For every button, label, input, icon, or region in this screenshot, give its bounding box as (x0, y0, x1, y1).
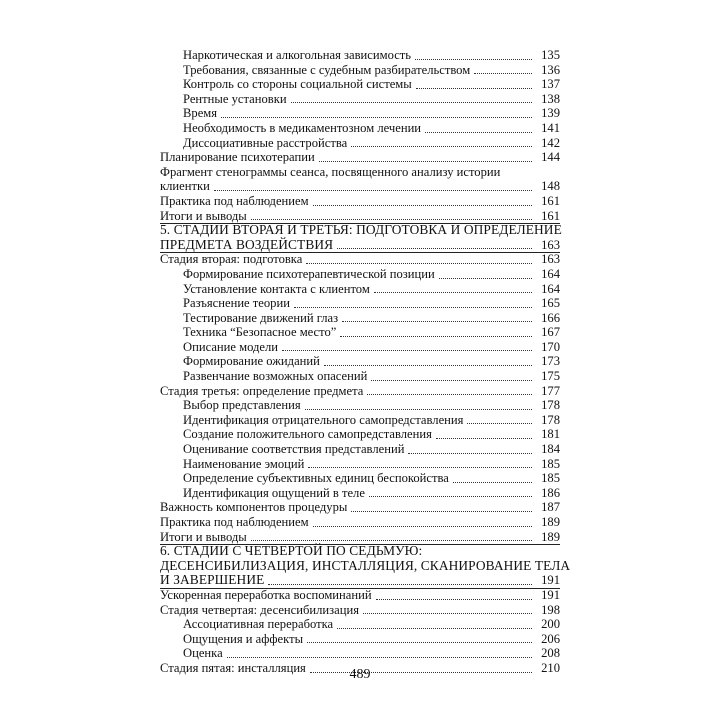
dot-leader (369, 495, 532, 497)
toc-entry-title: Формирование ожиданий (183, 354, 320, 369)
toc-entry-page: 200 (541, 617, 560, 632)
dot-leader (313, 204, 532, 206)
toc-entry-title: Наименование эмоций (183, 456, 305, 471)
toc-section-entry (160, 194, 560, 209)
toc-entry-title: Рентные установки (183, 91, 287, 106)
toc-subsection-entry (160, 106, 560, 121)
toc-entry-page: 177 (541, 383, 560, 398)
dot-leader (282, 349, 532, 351)
dot-leader (305, 408, 532, 410)
dot-leader (251, 218, 532, 220)
toc-entry-title-line: Фрагмент стенограммы сеанса, посвященного анализу истории (160, 164, 501, 179)
chapter-rule-top (160, 544, 560, 545)
toc-subsection-entry (160, 486, 560, 501)
toc-entry-page: 163 (541, 252, 560, 267)
toc-entry-title: Выбор представления (183, 398, 301, 413)
toc-entry-page: 138 (541, 91, 560, 106)
toc-entry-page: 148 (541, 179, 560, 194)
toc-entry-page: 210 (541, 660, 560, 675)
toc-subsection-entry (160, 442, 560, 457)
toc-entry-page: 135 (541, 48, 560, 62)
dot-leader (306, 262, 532, 264)
toc-entry-page: 175 (541, 369, 560, 384)
toc-subsection-entry (160, 92, 560, 107)
toc-entry-title: Идентификация ощущений в теле (183, 485, 365, 500)
toc-section-entry (160, 252, 560, 267)
toc-subsection-entry (160, 457, 560, 472)
dot-leader (214, 189, 532, 191)
dot-leader (416, 87, 532, 89)
toc-entry-page: 189 (541, 529, 560, 544)
toc-entry-title: Оценка (183, 646, 223, 661)
dot-leader (351, 145, 532, 147)
toc-entry-title: Определение субъективных единиц беспокойства (183, 471, 449, 486)
toc-entry-page: 173 (541, 354, 560, 369)
table-of-contents (160, 48, 571, 676)
chapter-rule-top (160, 223, 560, 224)
toc-entry-title: Развенчание возможных опасений (183, 369, 368, 384)
toc-section-entry (160, 209, 560, 224)
toc-chapter-entry (160, 223, 560, 252)
toc-entry-page: 163 (541, 237, 560, 252)
toc-entry-title: Время (183, 106, 218, 121)
toc-entry-page: 167 (541, 325, 560, 340)
dot-leader (342, 320, 532, 322)
dot-leader (324, 364, 532, 366)
toc-subsection-entry (160, 282, 560, 297)
toc-subsection-entry (160, 369, 560, 384)
toc-entry-page: 185 (541, 471, 560, 486)
toc-subsection-entry (160, 296, 560, 311)
dot-leader (227, 656, 532, 658)
toc-entry-title-line: 6. СТАДИИ С ЧЕТВЕРТОЙ ПО СЕДЬМУЮ: (160, 543, 423, 559)
toc-entry-title: Ускоренная переработка воспоминаний (160, 587, 372, 602)
dot-leader (291, 101, 532, 103)
page-number: 489 (349, 667, 371, 682)
dot-leader (425, 131, 532, 133)
toc-entry-page: 206 (541, 631, 560, 646)
toc-entry-page: 191 (541, 573, 560, 588)
toc-entry-page: 161 (541, 193, 560, 208)
toc-entry-page: 181 (541, 427, 560, 442)
toc-entry-title: И ЗАВЕРШЕНИЕ (160, 572, 265, 588)
dot-leader (371, 379, 532, 381)
toc-entry-title: Ощущения и аффекты (183, 631, 304, 646)
toc-subsection-entry (160, 471, 560, 486)
dot-leader (408, 452, 532, 454)
toc-entry-title: Стадия пятая: инсталляция (160, 660, 306, 675)
dot-leader (340, 335, 532, 337)
toc-entry-page: 164 (541, 281, 560, 296)
toc-subsection-entry (160, 121, 560, 136)
toc-subsection-entry (160, 136, 560, 151)
dot-leader (307, 641, 532, 643)
toc-entry-page: 189 (541, 515, 560, 529)
toc-subsection-entry (160, 311, 560, 326)
toc-entry-page: 144 (541, 150, 560, 165)
toc-entry-page: 142 (541, 135, 560, 150)
dot-leader (376, 598, 532, 600)
toc-entry-page: 161 (541, 208, 560, 223)
toc-entry-title: Установление контакта с клиентом (183, 281, 370, 296)
toc-entry-title: Описание модели (183, 339, 279, 354)
toc-subsection-entry (160, 63, 560, 78)
dot-leader (474, 72, 532, 74)
toc-subsection-entry (160, 325, 560, 340)
toc-entry-title-line: 5. СТАДИИ ВТОРАЯ И ТРЕТЬЯ: ПОДГОТОВКА И ОПРЕДЕЛЕНИЕ (160, 222, 562, 238)
toc-entry-title: Практика под наблюдением (160, 193, 309, 208)
toc-subsection-entry (160, 632, 560, 647)
toc-entry-page: 166 (541, 310, 560, 325)
toc-entry-title: Идентификация отрицательного самопредставления (183, 412, 464, 427)
toc-subsection-entry (160, 77, 560, 92)
chapter-rule-bottom (160, 588, 560, 589)
dot-leader (268, 583, 532, 585)
toc-entry-page: 136 (541, 62, 560, 77)
toc-subsection-entry (160, 267, 560, 282)
toc-subsection-entry (160, 413, 560, 428)
dot-leader (337, 247, 532, 249)
toc-section-entry (160, 588, 560, 603)
toc-entry-title: Оценивание соответствия представлений (183, 442, 405, 457)
toc-section-entry (160, 165, 560, 194)
toc-section-entry (160, 150, 560, 165)
toc-entry-title: Тестирование движений глаз (183, 310, 339, 325)
toc-entry-page: 191 (541, 587, 560, 602)
toc-subsection-entry (160, 398, 560, 413)
toc-entry-title: Ассоциативная переработка (183, 617, 334, 632)
toc-subsection-entry (160, 646, 560, 661)
dot-leader (313, 525, 532, 527)
toc-entry-title: Наркотическая и алкогольная зависимость (183, 48, 412, 62)
dot-leader (294, 306, 532, 308)
toc-section-entry (160, 530, 560, 545)
toc-subsection-entry (160, 617, 560, 632)
toc-subsection-entry (160, 427, 560, 442)
toc-entry-title: Стадия третья: определение предмета (160, 383, 364, 398)
toc-entry-page: 164 (541, 266, 560, 281)
dot-leader (439, 277, 532, 279)
toc-entry-page: 185 (541, 456, 560, 471)
toc-entry-title: Разъяснение теории (183, 296, 290, 311)
dot-leader (221, 116, 532, 118)
toc-entry-page: 186 (541, 485, 560, 500)
toc-entry-title: Формирование психотерапевтической позиции (183, 266, 435, 281)
toc-entry-title: Техника “Безопасное место” (183, 325, 337, 340)
dot-leader (363, 612, 532, 614)
chapter-rule-bottom (160, 252, 560, 253)
toc-entry-title: Стадия четвертая: десенсибилизация (160, 602, 359, 617)
toc-entry-title: Планирование психотерапии (160, 150, 315, 165)
toc-entry-title-line: ДЕСЕНСИБИЛИЗАЦИЯ, ИНСТАЛЛЯЦИЯ, СКАНИРОВАНИЕ ТЕЛА (160, 557, 571, 573)
dot-leader (351, 510, 532, 512)
toc-section-entry (160, 515, 560, 530)
toc-chapter-entry (160, 543, 571, 588)
toc-entry-title: Важность компонентов процедуры (160, 500, 348, 515)
toc-entry-page: 184 (541, 442, 560, 457)
dot-leader (337, 627, 532, 629)
toc-entry-title: клиентки (160, 179, 210, 194)
toc-entry-title: ПРЕДМЕТА ВОЗДЕЙСТВИЯ (160, 236, 334, 252)
dot-leader (453, 481, 532, 483)
toc-section-entry (160, 500, 560, 515)
toc-entry-page: 187 (541, 500, 560, 515)
dot-leader (436, 437, 532, 439)
toc-entry-page: 178 (541, 398, 560, 413)
toc-entry-page: 198 (541, 602, 560, 617)
dot-leader (415, 58, 532, 60)
dot-leader (251, 539, 532, 541)
toc-section-entry (160, 603, 560, 618)
toc-entry-title: Контроль со стороны социальной системы (183, 77, 412, 92)
dot-leader (374, 291, 532, 293)
dot-leader (319, 160, 532, 162)
toc-entry-page: 170 (541, 339, 560, 354)
toc-entry-page: 178 (541, 412, 560, 427)
toc-entry-title: Создание положительного самопредставления (183, 427, 432, 442)
toc-entry-title: Диссоциативные расстройства (183, 135, 348, 150)
toc-subsection-entry (160, 48, 560, 63)
toc-entry-page: 137 (541, 77, 560, 92)
toc-subsection-entry (160, 354, 560, 369)
toc-entry-page: 139 (541, 106, 560, 121)
toc-entry-title: Итоги и выводы (160, 529, 247, 544)
toc-entry-title: Требования, связанные с судебным разбирательством (183, 62, 471, 77)
toc-entry-title: Практика под наблюдением (160, 515, 309, 529)
toc-entry-page: 165 (541, 296, 560, 311)
toc-section-entry (160, 384, 560, 399)
dot-leader (367, 393, 532, 395)
toc-entry-title: Необходимость в медикаментозном лечении (183, 120, 422, 135)
toc-entry-title: Стадия вторая: подготовка (160, 252, 303, 267)
toc-entry-page: 141 (541, 120, 560, 135)
toc-entry-page: 208 (541, 646, 560, 661)
dot-leader (308, 466, 532, 468)
toc-entry-title: Итоги и выводы (160, 208, 247, 223)
toc-subsection-entry (160, 340, 560, 355)
dot-leader (467, 422, 532, 424)
